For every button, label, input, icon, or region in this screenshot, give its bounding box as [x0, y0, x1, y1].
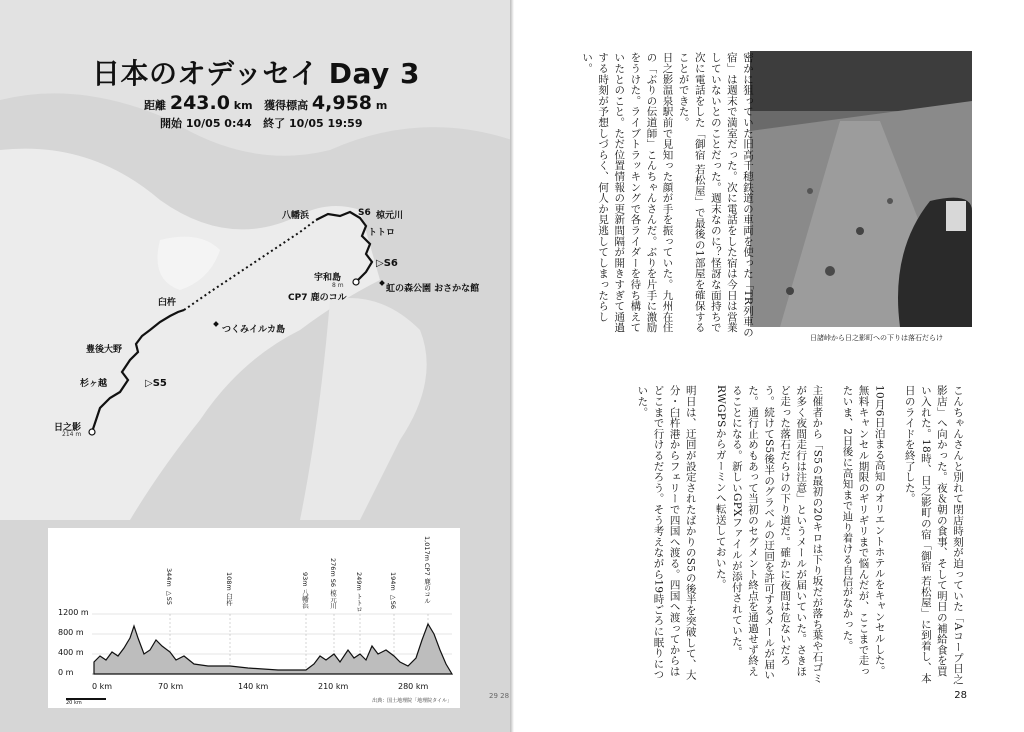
map-label-uwajima-elev: 8 m — [332, 282, 344, 289]
text-block-top — [576, 52, 756, 342]
distance-label: 距離 — [144, 99, 166, 112]
page-number-left: 29 28 — [489, 692, 510, 700]
map-label-usuki: 臼杵 — [158, 298, 177, 308]
stats-line — [144, 92, 387, 114]
paragraph-5: 主催者から「S5の最初の20キロは下り坂だが落ち葉や石ゴミが多く夜間走行は注意」というメールが届いていた。さきほど走った落石だらけの下り道だ。確かに夜間は危ないだろう。続けてS5後半のグラベルの迂回を許可するメールが届いた。通行止めもあって当初のセグメント終点を通過せず終えることになる。新しいGPXファイルが添付されていた。RWGPSからガーミンへ転送しておいた。 — [714, 385, 824, 684]
map-credit: 出典：国土地理院「地理院タイル」 — [372, 698, 452, 704]
marker-totoro: 249m トトロ — [355, 572, 363, 613]
text-page — [514, 0, 1024, 732]
elev-gain-unit: m — [375, 99, 388, 112]
photo-gravel-road — [750, 51, 972, 327]
scale-bar — [66, 698, 106, 706]
x-tick-0: 0 km — [92, 682, 113, 691]
photo-caption: 日諸峠から日之影町への下りは落石だらけ — [810, 334, 943, 342]
elev-gain-label: 獲得標高 — [264, 99, 309, 112]
x-tick-140: 140 km — [238, 682, 269, 691]
y-tick-0: 0 m — [58, 668, 74, 677]
elevation-profile-svg — [48, 528, 460, 708]
page-number-right: 28 — [954, 690, 967, 701]
start-time: 10/05 0:44 — [185, 117, 252, 130]
paragraph-3: こんちゃんさんと別れて閉店時刻が迫っていた「Aコープ日之影店」へ向かった。夜＆朝の食事、そして明日の補給食を買い入れた。18時、日之影町の宿「御宿 若松屋」に到着し、本日のライドを終了した。 — [903, 385, 964, 685]
marker-yawatahama: 93m 八幡浜 — [301, 572, 309, 609]
paragraph-2: 日之影温泉駅前で見知った顔が手を振っていた。九州在住の「ぶりの伝道師」こんちゃんさんだ。ぶりを片手に激励をうけた。ライブトラッキングで各ライダーを待ち構えていたとのこと。ただ位置情報の更新間隔が開きすぎて通過する時刻が予想しづらく、何人か見逃してしまったらしい。 — [581, 52, 674, 333]
time-line — [160, 115, 363, 131]
map-label-hinokage-elev: 214 m — [62, 431, 82, 438]
x-tick-210: 210 km — [318, 682, 349, 691]
map-label-hinokage: 日之影 — [54, 423, 82, 433]
map-label-cp7: CP7 鹿のコル — [288, 293, 347, 303]
map-label-s6: S6 — [358, 208, 371, 218]
map-label-yawatahama: 八幡浜 — [282, 211, 310, 221]
marker-s5: 344m ▷S5 — [165, 568, 173, 606]
marker-cp7: 1,017m CP7 鹿のコル — [423, 536, 431, 604]
y-tick-400: 400 m — [58, 648, 84, 657]
marker-usuki: 108m 臼杵 — [225, 572, 233, 606]
map-label-sugigoe: 杉ヶ越 — [80, 379, 108, 389]
y-tick-1200: 1200 m — [58, 608, 89, 617]
map-label-tsukumi: つくみイルカ島 — [222, 325, 286, 335]
scale-label: 20 km — [66, 700, 82, 706]
start-label: 開始 — [160, 117, 182, 130]
elevation-chart — [48, 528, 460, 708]
x-tick-70: 70 km — [158, 682, 184, 691]
y-tick-800: 800 m — [58, 628, 84, 637]
distance-value: 243.0 — [169, 92, 230, 114]
map-label-bungo-ono: 豊後大野 — [86, 345, 123, 355]
map-label-totoro: トトロ — [368, 228, 396, 238]
end-time: 10/05 19:59 — [289, 117, 363, 130]
end-label: 終了 — [263, 117, 286, 130]
distance-unit: km — [233, 99, 253, 112]
map-label-uwajima: 宇和島 — [314, 273, 342, 283]
paragraph-4: 10月6日泊まる高知のオリエントホテルをキャンセルした。無料キャンセル期限のギリギリまで悩んだが、ここまで走ったいま、2日後に高知まで辿り着ける自信がなかった。 — [841, 385, 886, 677]
map-label-s6-arrow: ▷S6 — [376, 258, 398, 269]
paragraph-6: 明日は、迂回が設定されたばかりのS5の後半を突破して、大分・臼杵港からフェリーで四国へ渡る。四国へ渡ってからはどこまで行けるだろう。そう考えながら19時ごろに眠りについた。 — [636, 385, 697, 681]
x-tick-280: 280 km — [398, 682, 429, 691]
map-label-s5-arrow: ▷S5 — [145, 378, 167, 389]
map-label-niji-park: 虹の森公園 おさかな館 — [386, 284, 480, 294]
page-title: 日本のオデッセイ Day 3 — [91, 57, 421, 90]
paragraph-1: 密かに狙っていた旧高千穂鉄道の車両を使った「TR列車の宿」は週末で満室だった。次に電話をした宿は今日は営業していないとのことだった。週末なのに？怪訝な面持ちで次に電話をした「御宿 若松屋」で最後の1部屋を確保することができた。 — [677, 52, 754, 338]
marker-s6-arrow: 194m ▷S6 — [389, 572, 397, 610]
marker-s6: 276m S6 椋元川 — [329, 558, 337, 609]
map-label-kunamotogawa: 椋元川 — [376, 211, 404, 221]
photo-illustration — [750, 51, 972, 327]
text-block-bottom — [626, 385, 966, 685]
elev-gain-value: 4,958 — [311, 92, 373, 114]
